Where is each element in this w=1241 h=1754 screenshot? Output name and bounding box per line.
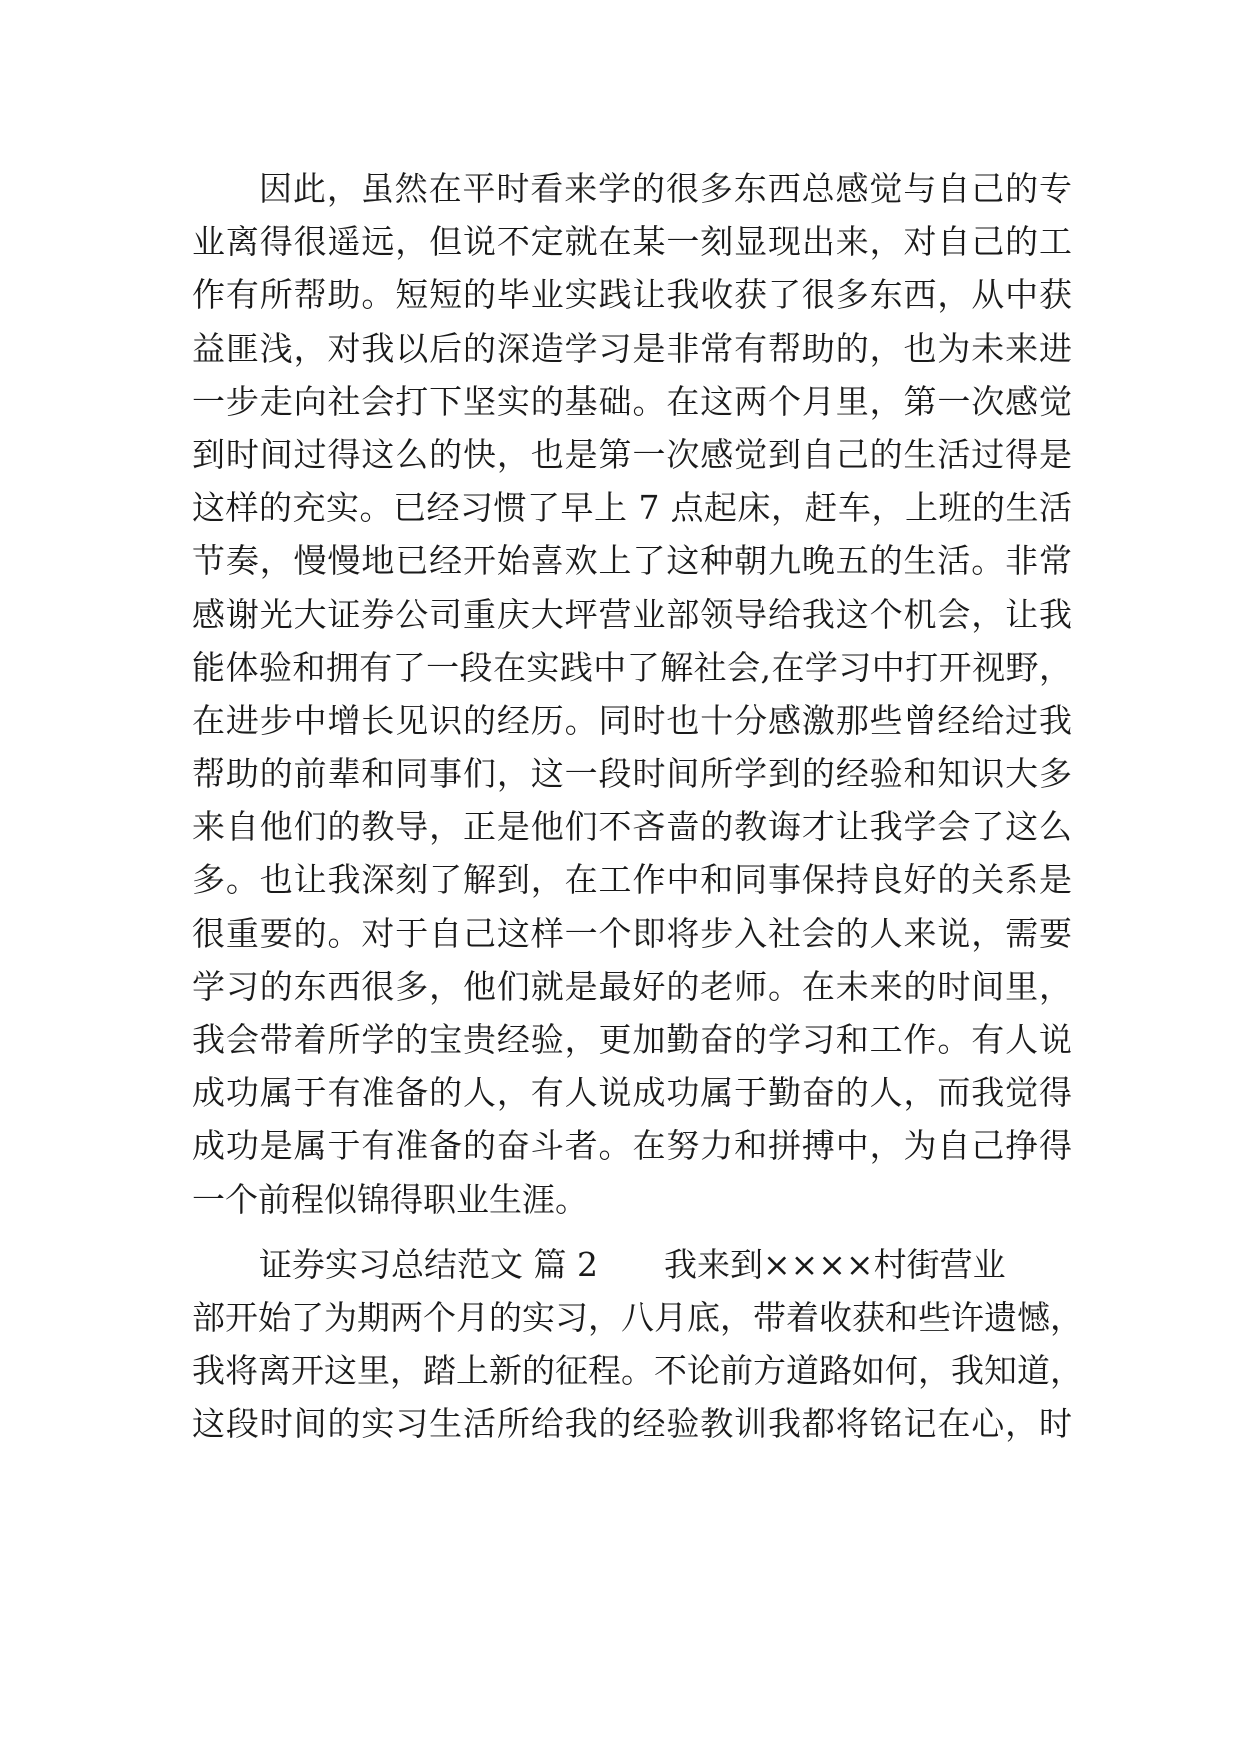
section-2-heading: 证券实习总结范文 篇 2	[259, 1244, 598, 1284]
paragraph-line: 这样的充实。已经习惯了早上 7 点起床，赶车，上班的生活	[192, 488, 1072, 528]
paragraph-line: 我会带着所学的宝贵经验，更加勤奋的学习和工作。有人说	[192, 1020, 1072, 1059]
paragraph-line: 在进步中增长见识的经历。同时也十分感激那些曾经给过我	[192, 700, 1072, 740]
paragraph-line: 因此，虽然在平时看来学的很多东西总感觉与自己的专	[259, 169, 1072, 208]
paragraph-line: 一步走向社会打下坚实的基础。在这两个月里，第一次感觉	[192, 381, 1072, 421]
paragraph-line: 一个前程似锦得职业生涯。	[192, 1179, 588, 1219]
paragraph-line: 学习的东西很多，他们就是最好的老师。在未来的时间里，	[192, 966, 1072, 1006]
paragraph-line: 多。也让我深刻了解到，在工作中和同事保持良好的关系是	[192, 860, 1072, 900]
paragraph-line: 作有所帮助。短短的毕业实践让我收获了很多东西，从中获	[192, 275, 1072, 315]
paragraph-line: 能体验和拥有了一段在实践中了解社会,在学习中打开视野，	[192, 647, 1072, 687]
body-text	[192, 162, 1083, 1451]
section-2	[192, 1238, 1083, 1451]
section-2-first-line	[192, 1238, 1072, 1291]
paragraph-line: 益匪浅，对我以后的深造学习是非常有帮助的，也为未来进	[192, 328, 1072, 368]
paragraph-gap	[192, 1226, 1072, 1238]
paragraph-line: 业离得很遥远，但说不定就在某一刻显现出来，对自己的工	[192, 222, 1072, 262]
paragraph-line: 感谢光大证券公司重庆大坪营业部领导给我这个机会，让我	[192, 594, 1072, 634]
paragraph-line: 很重要的。对于自己这样一个即将步入社会的人来说，需要	[192, 913, 1072, 953]
paragraph-line: 帮助的前辈和同事们，这一段时间所学到的经验和知识大多	[192, 754, 1072, 794]
paragraph-line: 节奏，慢慢地已经开始喜欢上了这种朝九晚五的生活。非常	[192, 541, 1072, 581]
paragraph-line: 这段时间的实习生活所给我的经验教训我都将铭记在心，时	[192, 1404, 1072, 1444]
paragraph-line: 到时间过得这么的快，也是第一次感觉到自己的生活过得是	[192, 434, 1072, 474]
paragraph-line: 部开始了为期两个月的实习，八月底，带着收获和些许遗憾，	[192, 1297, 1083, 1337]
paragraph-line: 来自他们的教导，正是他们不吝啬的教诲才让我学会了这么	[192, 807, 1072, 847]
paragraph-line: 成功属于有准备的人，有人说成功属于勤奋的人，而我觉得	[192, 1073, 1072, 1113]
paragraph-line: 我将离开这里，踏上新的征程。不论前方道路如何，我知道，	[192, 1351, 1083, 1391]
paragraph-1	[192, 162, 1072, 1226]
section-2-first-line-rest: 我来到××××村街营业	[663, 1244, 1006, 1284]
paragraph-line: 成功是属于有准备的奋斗者。在努力和拼搏中，为自己挣得	[192, 1126, 1072, 1166]
